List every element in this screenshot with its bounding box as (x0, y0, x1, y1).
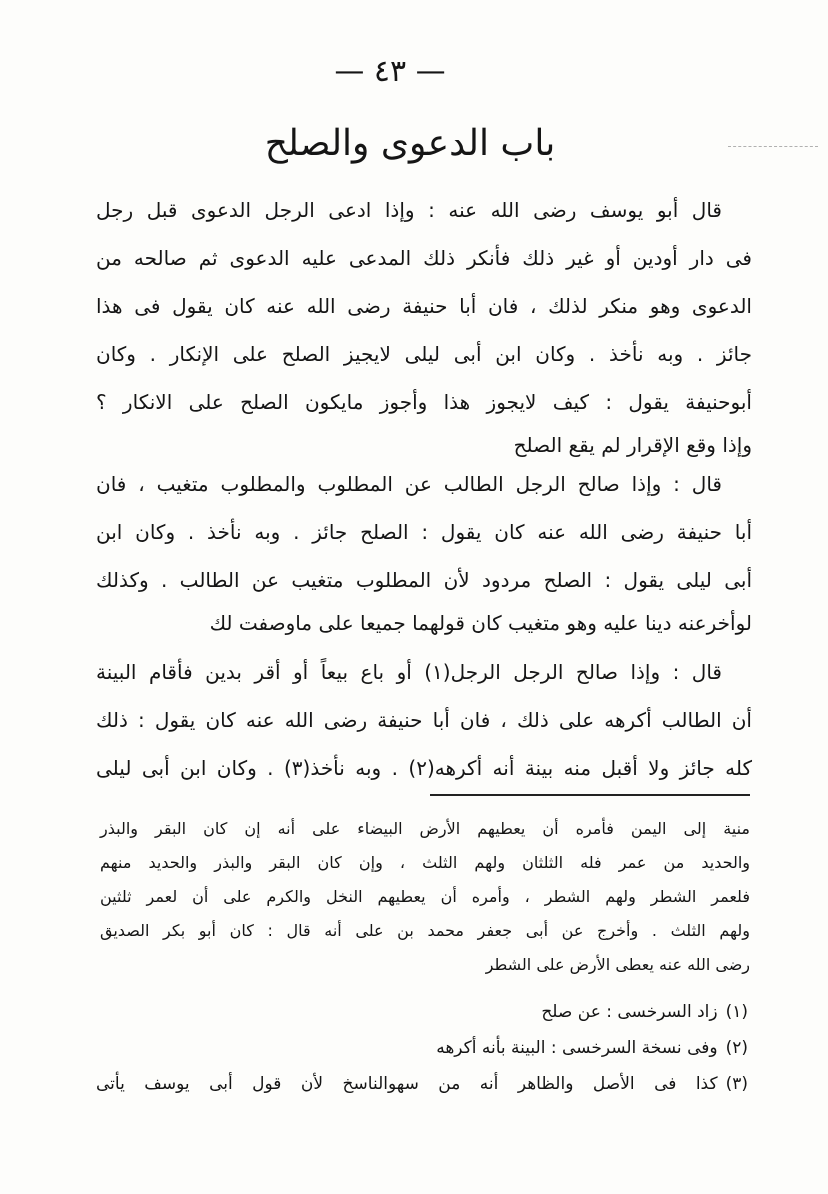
footnote-line: ولهم الثلث . وأخرج عن أبى جعفر محمد بن على أنه قال : كان أبو بكر الصديق (100, 921, 750, 940)
margin-mark (728, 146, 818, 147)
footnote-line: والحديد من عمر فله الثلثان ولهم الثلث ، وإن كان البقر والبذر والحديد منهم (100, 853, 750, 872)
text-line: أبوحنيفة يقول : كيف لايجوز هذا وأجوز مايكون الصلح على الانكار ؟ (96, 390, 752, 414)
footnote-text: وفى نسخة السرخسى : البينة بأنه أكرهه (436, 1038, 718, 1058)
text-line: وإذا وقع الإقرار لم يقع الصلح (513, 433, 752, 457)
text-line: فى دار أودين أو غير ذلك فأنكر ذلك المدعى عليه الدعوى ثم صالحه من (96, 246, 752, 270)
paragraph-1 (96, 186, 752, 464)
footnote-number: (٣) (725, 1074, 748, 1094)
page-number: — ٤٣ — (334, 54, 446, 89)
text-line: لوأخرعنه دينا عليه وهو متغيب كان قولهما جميعا على ماوصفت لك (209, 611, 752, 635)
text-line: أبا حنيفة رضى الله عنه كان يقول : الصلح جائز . وبه نأخذ . وكان ابن (96, 520, 752, 544)
footnote-number: (١) (725, 1002, 748, 1022)
paragraph-2 (96, 460, 752, 642)
text-line: قال أبو يوسف رضى الله عنه : وإذا ادعى الرجل الدعوى قبل رجل (96, 198, 722, 222)
footnotes (96, 994, 748, 1102)
footnote-text: كذا فى الأصل والظاهر أنه من سهوالناسخ لأن قول أبى يوسف يأتى (96, 1074, 718, 1094)
footnote-3 (96, 1066, 748, 1102)
footnote-continuation (100, 812, 750, 982)
footnote-separator (430, 794, 750, 796)
paragraph-3 (96, 648, 752, 792)
footnote-line: فلعمر الشطر ولهم الشطر ، وأمره أن يعطيهم النخل والكرم على أن لعمر ثلثين (100, 887, 750, 906)
text-line: قال : وإذا صالح الرجل الرجل(١) أو باع بيعاً أو أقر بدين فأقام البينة (96, 660, 722, 684)
text-line: الدعوى وهو منكر لذلك ، فان أبا حنيفة رضى الله عنه كان يقول فى هذا (96, 294, 752, 318)
footnote-1 (96, 994, 748, 1030)
footnote-line: رضى الله عنه يعطى الأرض على الشطر (485, 955, 750, 974)
text-line: كله جائز ولا أقبل منه بينة أنه أكرهه(٢) . وبه نأخذ(٣) . وكان ابن أبى ليلى (96, 756, 753, 780)
footnote-number: (٢) (725, 1038, 748, 1058)
footnote-line: منية إلى اليمن فأمره أن يعطيهم الأرض البيضاء على أنه إن كان البقر والبذر (100, 819, 750, 838)
text-line: جائز . وبه نأخذ . وكان ابن أبى ليلى لايجيز الصلح على الإنكار . وكان (96, 342, 752, 366)
footnote-2 (96, 1030, 748, 1066)
chapter-title: باب الدعوى والصلح (264, 123, 556, 164)
footnote-text: زاد السرخسى : عن صلح (541, 1002, 718, 1022)
text-line: قال : وإذا صالح الرجل الطالب عن المطلوب والمطلوب متغيب ، فان (96, 472, 722, 496)
text-line: أن الطالب أكرهه على ذلك ، فان أبا حنيفة رضى الله عنه كان يقول : ذلك (96, 708, 752, 732)
text-line: أبى ليلى يقول : الصلح مردود لأن المطلوب متغيب عن الطالب . وكذلك (96, 568, 752, 592)
